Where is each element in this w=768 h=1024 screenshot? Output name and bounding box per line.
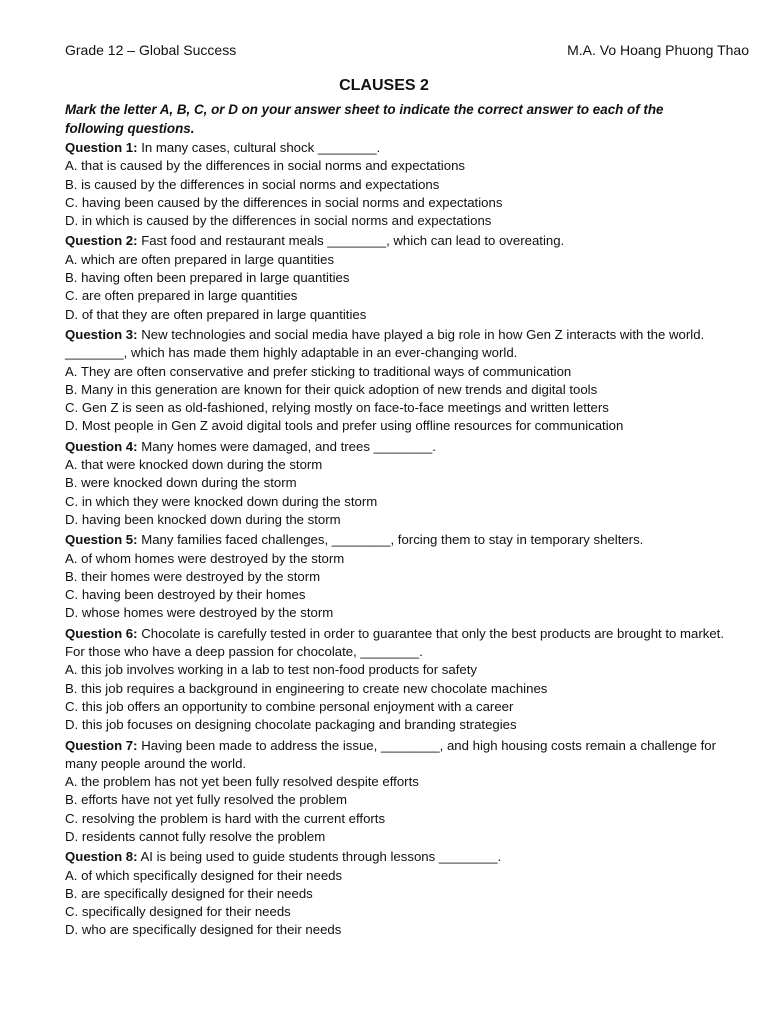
question-text: New technologies and social media have played a big role in how Gen Z interacts with the world. ________, which has made them highly adaptable in an ever-changing world.: [65, 326, 705, 361]
question-text: Having been made to address the issue, ________, and high housing costs remain a challenge for many people around the world.: [65, 737, 716, 771]
question-text: AI is being used to guide students through lessons ________.: [140, 849, 502, 865]
question-text: Fast food and restaurant meals ________, which can lead to overeating.: [141, 233, 565, 249]
question-text: Chocolate is carefully tested in order to guarantee that only the best products are brought to market. For those who have a deep passion for chocolate, ________.: [65, 625, 724, 660]
question-stem: [65, 625, 725, 662]
question-label: Question 2:: [65, 233, 138, 249]
option-b: B. this job requires a background in engineering to create new chocolate machines: [65, 680, 548, 696]
question-2: [65, 232, 725, 323]
option-a: A. the problem has not yet been fully resolved despite efforts: [65, 774, 419, 790]
option-d: D. Most people in Gen Z avoid digital tools and prefer using offline resources for communication: [65, 418, 624, 434]
question-stem: [65, 232, 725, 250]
option-d: D. in which is caused by the differences in social norms and expectations: [65, 213, 492, 229]
option-b: B. Many in this generation are known for their quick adoption of new trends and digital tools: [65, 381, 598, 397]
question-text: In many cases, cultural shock ________.: [141, 140, 381, 155]
question-1: [65, 139, 725, 230]
question-label: Question 6:: [65, 625, 138, 641]
question-label: Question 1:: [65, 140, 138, 155]
question-text: Many families faced challenges, ________, forcing them to stay in temporary shelters.: [141, 532, 644, 548]
option-b: B. their homes were destroyed by the storm: [65, 568, 321, 584]
option-a: A. of whom homes were destroyed by the storm: [65, 550, 345, 566]
question-3: [65, 326, 725, 436]
option-b: B. were knocked down during the storm: [65, 475, 297, 491]
option-c: C. Gen Z is seen as old-fashioned, relying mostly on face-to-face meetings and written letters: [65, 400, 609, 416]
option-a: A. which are often prepared in large quantities: [65, 251, 335, 267]
question-stem: [65, 326, 725, 363]
option-d: D. whose homes were destroyed by the storm: [65, 605, 334, 621]
question-4: [65, 438, 725, 529]
question-stem: [65, 139, 725, 157]
option-d: D. having been knocked down during the storm: [65, 511, 341, 527]
option-d: D. who are specifically designed for their needs: [65, 922, 342, 938]
option-a: A. that is caused by the differences in social norms and expectations: [65, 158, 466, 174]
instructions: Mark the letter A, B, C, or D on your answer sheet to indicate the correct answer to each of the following questions.: [65, 102, 664, 136]
option-c: C. resolving the problem is hard with the current efforts: [65, 810, 386, 826]
question-stem: [65, 848, 725, 866]
option-d: D. this job focuses on designing chocolate packaging and branding strategies: [65, 717, 517, 733]
option-c: C. this job offers an opportunity to combine personal enjoyment with a career: [65, 698, 514, 714]
question-stem: [65, 737, 725, 774]
question-label: Question 5:: [65, 532, 138, 548]
option-b: B. having often been prepared in large quantities: [65, 270, 350, 286]
option-a: A. this job involves working in a lab to test non-food products for safety: [65, 662, 477, 678]
question-stem: [65, 438, 725, 456]
page-title: CLAUSES 2: [339, 77, 429, 94]
option-c: C. in which they were knocked down during the storm: [65, 493, 378, 509]
option-d: D. residents cannot fully resolve the problem: [65, 828, 326, 844]
question-label: Question 4:: [65, 438, 138, 454]
option-c: C. having been caused by the differences in social norms and expectations: [65, 194, 503, 210]
question-stem: [65, 531, 725, 549]
option-a: A. that were knocked down during the storm: [65, 457, 323, 473]
option-c: C. specifically designed for their needs: [65, 904, 291, 920]
question-list: [65, 139, 725, 942]
option-c: C. are often prepared in large quantities: [65, 288, 298, 304]
option-c: C. having been destroyed by their homes: [65, 587, 306, 603]
option-b: B. efforts have not yet fully resolved the problem: [65, 792, 347, 808]
question-label: Question 3:: [65, 326, 138, 342]
question-label: Question 8:: [65, 849, 138, 865]
option-b: B. are specifically designed for their needs: [65, 885, 313, 901]
question-7: [65, 737, 725, 847]
option-a: A. They are often conservative and prefer sticking to traditional ways of communication: [65, 363, 572, 379]
question-text: Many homes were damaged, and trees ________.: [141, 438, 436, 454]
header-course: Grade 12 – Global Success: [65, 42, 237, 58]
question-label: Question 7:: [65, 737, 138, 753]
question-6: [65, 625, 725, 735]
option-d: D. of that they are often prepared in large quantities: [65, 306, 367, 322]
header-author: M.A. Vo Hoang Phuong Thao: [567, 42, 749, 58]
option-b: B. is caused by the differences in social norms and expectations: [65, 176, 440, 192]
question-5: [65, 531, 725, 622]
option-a: A. of which specifically designed for their needs: [65, 867, 343, 883]
question-8: [65, 848, 725, 939]
